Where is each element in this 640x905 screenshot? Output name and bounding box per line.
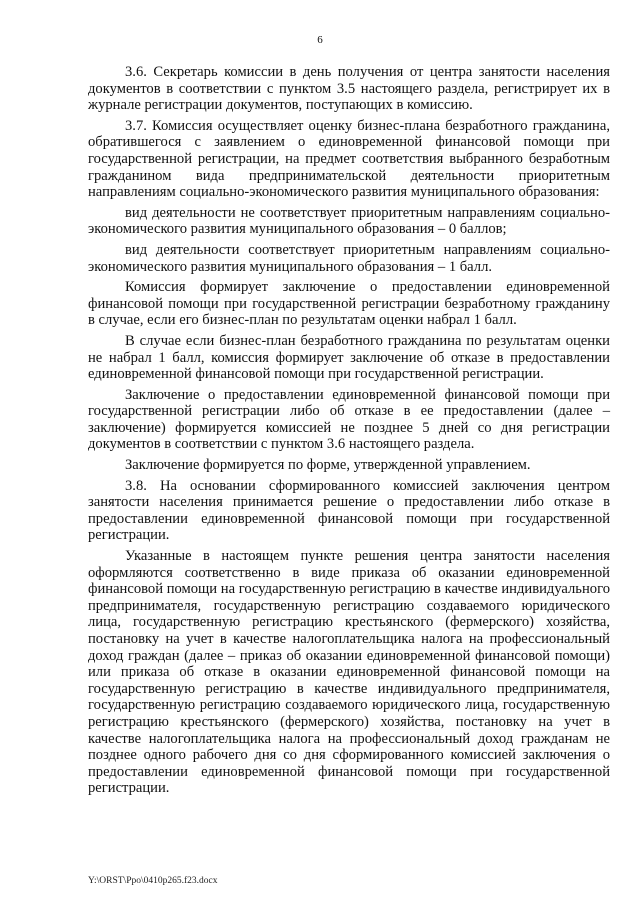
- paragraph-score-0: вид деятельности не соответствует приоритетным направлениям социально-экономического развития муниципального образования – 0 баллов;: [88, 204, 610, 238]
- document-body: [88, 64, 610, 801]
- paragraph-negative-conclusion: В случае если бизнес-план безработного гражданина по результатам оценки не набрал 1 балл, комиссия формирует заключение об отказе в предоставлении единовременной финансовой помощи при государственной регистрации.: [88, 332, 610, 383]
- paragraph-3-8: 3.8. На основании сформированного комиссией заключения центром занятости населения принимается решение о предоставлении либо отказе в предоставлении единовременной финансовой помощи при государственной регистрации.: [88, 477, 610, 544]
- paragraph-conclusion-deadline: Заключение о предоставлении единовременной финансовой помощи при государственной регистрации либо об отказе в ее предоставлении (далее – заключение) формируется комиссией не позднее 5 дней со дня регистрации документов в соответствии с пунктом 3.6 настоящего раздела.: [88, 386, 610, 453]
- paragraph-3-6: 3.6. Секретарь комиссии в день получения от центра занятости населения документов в соответствии с пунктом 3.5 настоящего раздела, регистрирует их в журнале регистрации документов, поступающих в комиссию.: [88, 64, 610, 114]
- paragraph-score-1: вид деятельности соответствует приоритетным направлениям социально-экономического развития муниципального образования – 1 балл.: [88, 241, 610, 275]
- file-path-footer: Y:\ORST\Ppo\0410p265.f23.docx: [88, 876, 218, 886]
- page-number: 6: [317, 34, 323, 46]
- paragraph-3-7: 3.7. Комиссия осуществляет оценку бизнес-плана безработного гражданина, обратившегося с заявлением о единовременной финансовой помощи при государственной регистрации, на предмет соответствия выбранного безработным гражданином вида предпринимательской деятельности приоритетным направлениям социально-экономического развития муниципального образования:: [88, 117, 610, 201]
- paragraph-positive-conclusion: Комиссия формирует заключение о предоставлении единовременной финансовой помощи при государственной регистрации безработному гражданину в случае, если его бизнес-план по результатам оценки набрал 1 балл.: [88, 279, 610, 329]
- paragraph-conclusion-form: Заключение формируется по форме, утвержденной управлением.: [125, 457, 531, 474]
- paragraph-orders: Указанные в настоящем пункте решения центра занятости населения оформляются соответственно в виде приказа об оказании единовременной финансовой помощи на государственную регистрацию в качестве индивидуального предпринимателя, государственную регистрацию создаваемого юридического лица, государственную регистрацию крестьянского (фермерского) хозяйства, постановку на учет в качестве налогоплательщика налога на профессиональный доход граждан (далее – приказ об оказании единовременной финансовой помощи) или приказа об отказе в оказании единовременной финансовой помощи на государственную регистрацию в качестве индивидуального предпринимателя, государственную регистрацию создаваемого юридического лица, государственную регистрацию крестьянского (фермерского) хозяйства, постановку на учет в качестве налогоплательщика налога на профессиональный доход гражданам не позднее одного рабочего дня со дня сформированного комиссией заключения о предоставлении единовременной финансовой помощи при государственной регистрации.: [88, 548, 610, 797]
